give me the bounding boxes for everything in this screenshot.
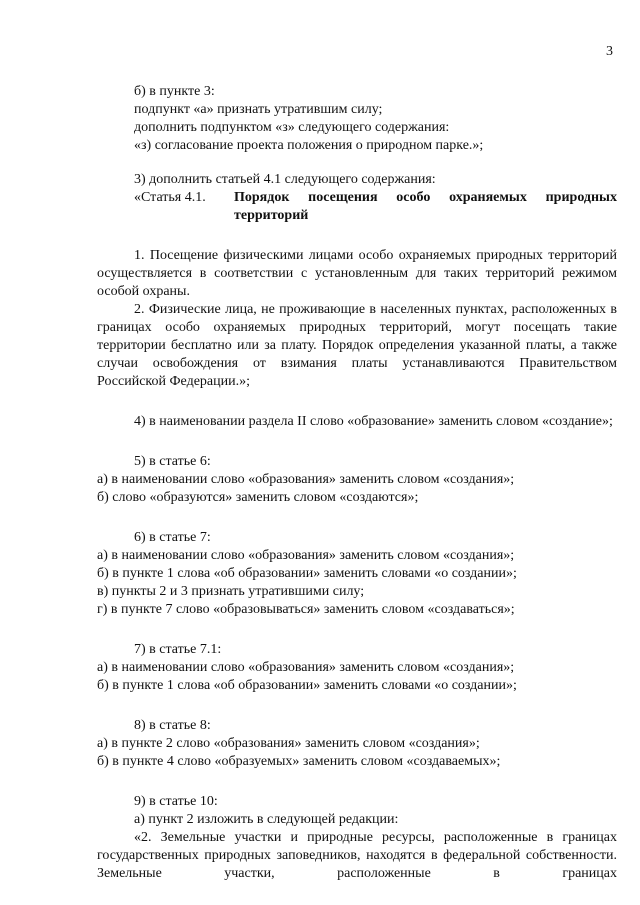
text-line: «з) согласование проекта положения о природном парке.»;: [134, 138, 484, 153]
text-line: подпункт «а» признать утратившим силу;: [134, 102, 383, 117]
paragraph: 1. Посещение физическими лицами особо охраняемых природных территорий осуществляется в соответствии с установленным для таких территорий режимом особой охраны.: [97, 248, 617, 299]
text-line: дополнить подпунктом «з» следующего содержания:: [134, 120, 450, 135]
text-line: б) в пункте 1 слова «об образовании» заменить словами «о создании»;: [97, 566, 517, 581]
text-line: б) в пункте 4 слово «образуемых» заменить словом «создаваемых»;: [97, 754, 501, 769]
text-line: 7) в статье 7.1:: [134, 642, 222, 657]
paragraph: «2. Земельные участки и природные ресурсы, расположенные в границах государственных природных заповедников, находятся в федеральной собственности. Земельные участки, расположенные в границах: [97, 830, 617, 881]
article-title-line-1: Порядок посещения особо охраняемых природных: [234, 190, 617, 205]
article-heading: [97, 189, 617, 225]
text-line: б) в пункте 3:: [134, 84, 215, 99]
page-number: 3: [606, 44, 613, 59]
article-title: [234, 189, 617, 225]
text-line: б) слово «образуются» заменить словом «создаются»;: [97, 490, 419, 505]
text-line: 8) в статье 8:: [134, 718, 211, 733]
paragraph: 2. Физические лица, не проживающие в населенных пунктах, расположенных в границах особо охраняемых природных территорий, могут посещать такие территории бесплатно или за плату. Порядок определения указанной платы, а также случаи освобождения от взимания платы устанавливаются Правительством Российской Федерации.»;: [97, 302, 617, 389]
document-body: [97, 83, 617, 883]
text-line: б) в пункте 1 слова «об образовании» заменить словами «о создании»;: [97, 678, 517, 693]
text-line: 5) в статье 6:: [134, 454, 211, 469]
text-line: 3) дополнить статьей 4.1 следующего содержания:: [134, 172, 436, 187]
paragraph: 4) в наименовании раздела II слово «образование» заменить словом «создание»;: [134, 414, 613, 429]
text-line: г) в пункте 7 слово «образовываться» заменить словом «создаваться»;: [97, 602, 515, 617]
text-line: а) в пункте 2 слово «образования» заменить словом «создания»;: [97, 736, 480, 751]
article-title-line-2: территорий: [234, 208, 309, 223]
text-line: 6) в статье 7:: [134, 530, 211, 545]
text-line: а) в наименовании слово «образования» заменить словом «создания»;: [97, 472, 515, 487]
text-line: а) в наименовании слово «образования» заменить словом «создания»;: [97, 660, 515, 675]
article-label: «Статья 4.1.: [134, 190, 206, 205]
text-line: в) пункты 2 и 3 признать утратившими силу;: [97, 584, 365, 599]
text-line: 9) в статье 10:: [134, 794, 218, 809]
text-line: а) пункт 2 изложить в следующей редакции:: [134, 812, 399, 827]
text-line: а) в наименовании слово «образования» заменить словом «создания»;: [97, 548, 515, 563]
